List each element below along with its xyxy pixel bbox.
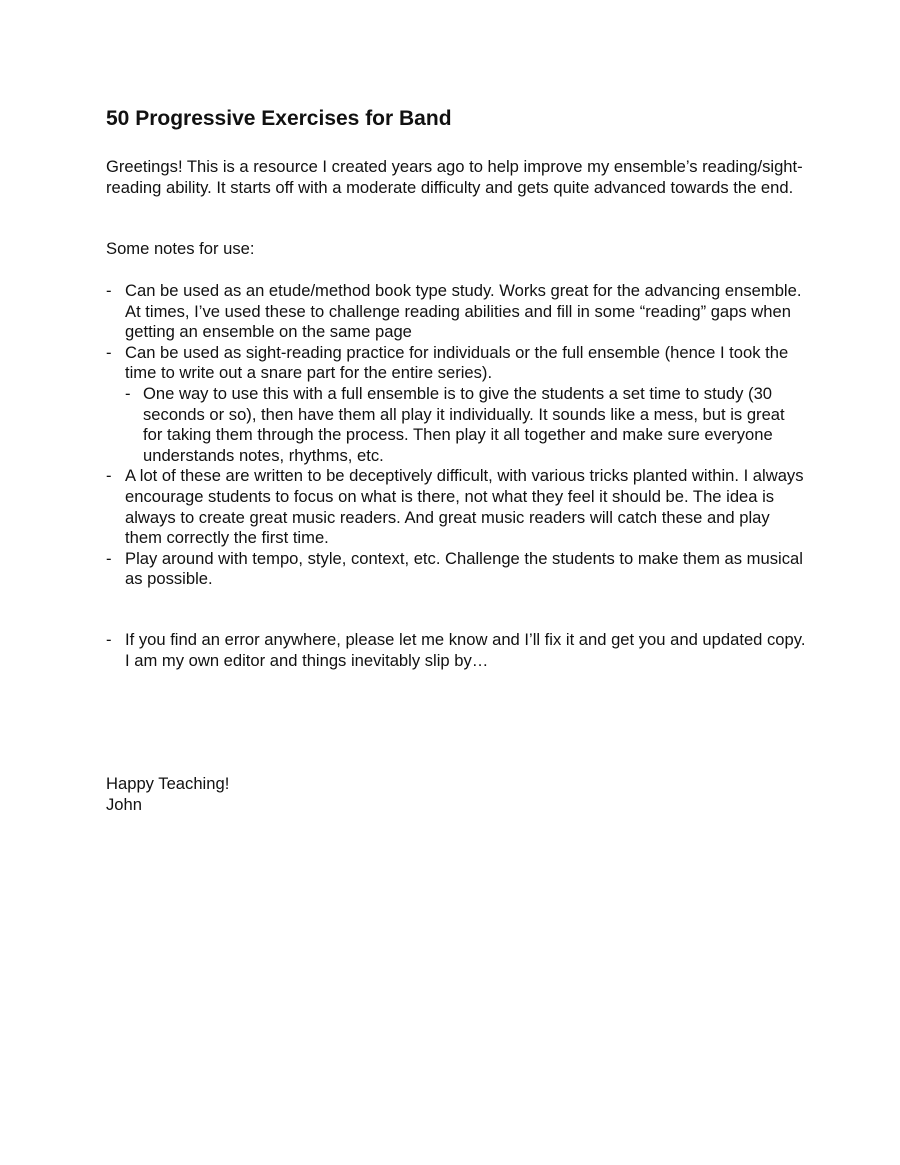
list-item xyxy=(106,549,806,590)
list-item xyxy=(106,343,806,467)
note-text: A lot of these are written to be deceptively difficult, with various tricks planted within. I always encourage students to focus on what is there, not what they feel it should be. The idea is always to create great music readers. And great music readers will catch these and play them correctly the first time. xyxy=(125,466,804,548)
bullet-dash: - xyxy=(106,466,112,486)
list-item xyxy=(106,281,806,343)
note-text: Can be used as sight-reading practice for individuals or the full ensemble (hence I took the time to write out a snare part for the entire series). xyxy=(125,342,789,383)
list-item xyxy=(106,466,806,548)
note-text: Can be used as an etude/method book type study. Works great for the advancing ensemble. At times, I’ve used these to challenge reading abilities and fill in some “reading” gaps when getting an ensemble on the same page xyxy=(125,281,802,342)
final-notes-list xyxy=(106,630,806,671)
sub-note-text: One way to use this with a full ensemble is to give the students a set time to study (30 seconds or so), then have them all play it individually. It sounds like a mess, but is great for taking them through the process. Then play it all together and make sure everyone understands notes, rhythms, etc. xyxy=(143,383,785,465)
list-item xyxy=(106,630,806,671)
signature: John xyxy=(106,794,142,814)
bullet-dash: - xyxy=(106,630,112,649)
note-text: Play around with tempo, style, context, etc. Challenge the students to make them as musical as possible. xyxy=(125,548,803,589)
signoff xyxy=(106,774,229,815)
bullet-dash: - xyxy=(106,548,112,568)
notes-list xyxy=(106,281,806,590)
bullet-dash: - xyxy=(125,383,131,403)
notes-heading: Some notes for use: xyxy=(106,239,255,258)
intro-paragraph: Greetings! This is a resource I created years ago to help improve my ensemble’s reading/sight-reading ability. It starts off with a moderate difficulty and gets quite advanced towards the end. xyxy=(106,157,803,197)
bullet-dash: - xyxy=(106,281,112,300)
bullet-dash: - xyxy=(106,342,112,362)
sub-list-item xyxy=(125,384,806,466)
final-note-text: If you find an error anywhere, please let me know and I’ll fix it and get you and updated copy. I am my own editor and things inevitably slip by… xyxy=(125,630,806,670)
sub-notes-list xyxy=(125,384,806,466)
closing-line: Happy Teaching! xyxy=(106,774,230,793)
document-title: 50 Progressive Exercises for Band xyxy=(106,107,452,130)
